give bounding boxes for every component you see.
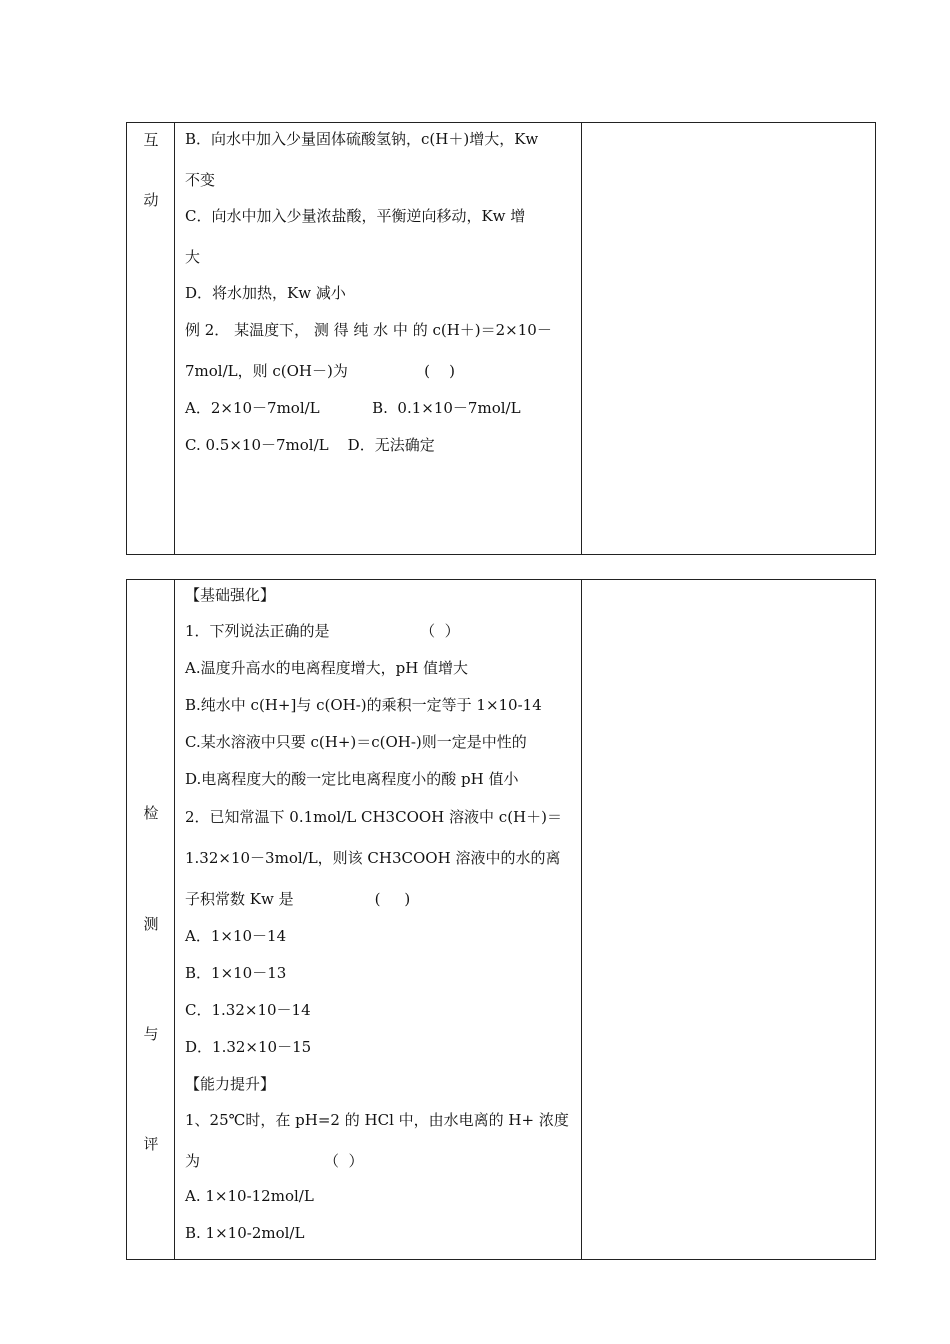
text-line: C．向水中加入少量浓盐酸，平衡逆向移动，Kw 增 — [185, 207, 526, 225]
option-line: D．1.32×10－15 — [185, 1038, 312, 1056]
text-line: 不变 — [185, 171, 216, 189]
text-line: 1.32×10－3mol/L，则该 CH3COOH 溶液中的水的离 — [185, 849, 561, 867]
side-label-char: 互 — [143, 131, 159, 149]
option-line: B. 1×10-2mol/L — [185, 1224, 305, 1242]
side-label-char: 检 — [143, 804, 159, 822]
text-line: D．将水加热，Kw 减小 — [185, 284, 346, 302]
interaction-table — [126, 122, 876, 555]
text-line: C.某水溶液中只要 c(H+)＝c(OH-)则一定是中性的 — [185, 733, 527, 751]
question-line: 2．已知常温下 0.1mol/L CH3COOH 溶液中 c(H＋)＝ — [185, 808, 562, 826]
text-line: A．2×10－7mol/L B. 0.1×10－7mol/L — [185, 399, 521, 417]
text-line: B.纯水中 c(H+]与 c(OH-)的乘积一定等于 1×10-14 — [185, 696, 542, 714]
text-line: B．向水中加入少量固体硫酸氢钠，c(H＋)增大，Kw — [185, 130, 539, 148]
side-label-column — [127, 580, 175, 1259]
question-line: 1．下列说法正确的是 （ ） — [185, 622, 460, 640]
text-line: A.温度升高水的电离程度增大，pH 值增大 — [185, 659, 469, 677]
assessment-table — [126, 579, 876, 1260]
text-line: 子积常数 Kw 是 ( ) — [185, 890, 411, 908]
option-line: B．1×10－13 — [185, 964, 287, 982]
option-line: C．1.32×10－14 — [185, 1001, 311, 1019]
section-heading: 【基础强化】 — [185, 586, 276, 604]
side-label-char: 测 — [143, 915, 159, 933]
text-line: 7mol/L，则 c(OH－)为 ( ) — [185, 362, 455, 380]
text-line: 大 — [185, 248, 201, 266]
side-label-column — [127, 123, 175, 554]
section-heading: 【能力提升】 — [185, 1075, 276, 1093]
side-label-char: 评 — [143, 1135, 159, 1153]
option-line: A. 1×10-12mol/L — [185, 1187, 314, 1205]
text-line: D.电离程度大的酸一定比电离程度小的酸 pH 值小 — [185, 770, 519, 788]
option-line: A．1×10－14 — [185, 927, 287, 945]
text-line: C. 0.5×10－7mol/L D．无法确定 — [185, 436, 435, 454]
content-column — [175, 580, 582, 1259]
notes-column — [582, 580, 875, 1259]
text-line: 为 （ ） — [185, 1152, 364, 1170]
notes-column — [582, 123, 875, 554]
content-column — [175, 123, 582, 554]
side-label-char: 动 — [143, 191, 159, 209]
text-line: 例 2． 某温度下， 测 得 纯 水 中 的 c(H＋)＝2×10－ — [185, 321, 552, 339]
question-line: 1、25℃时，在 pH=2 的 HCl 中，由水电离的 H+ 浓度 — [185, 1111, 569, 1129]
side-label-char: 与 — [143, 1025, 159, 1043]
